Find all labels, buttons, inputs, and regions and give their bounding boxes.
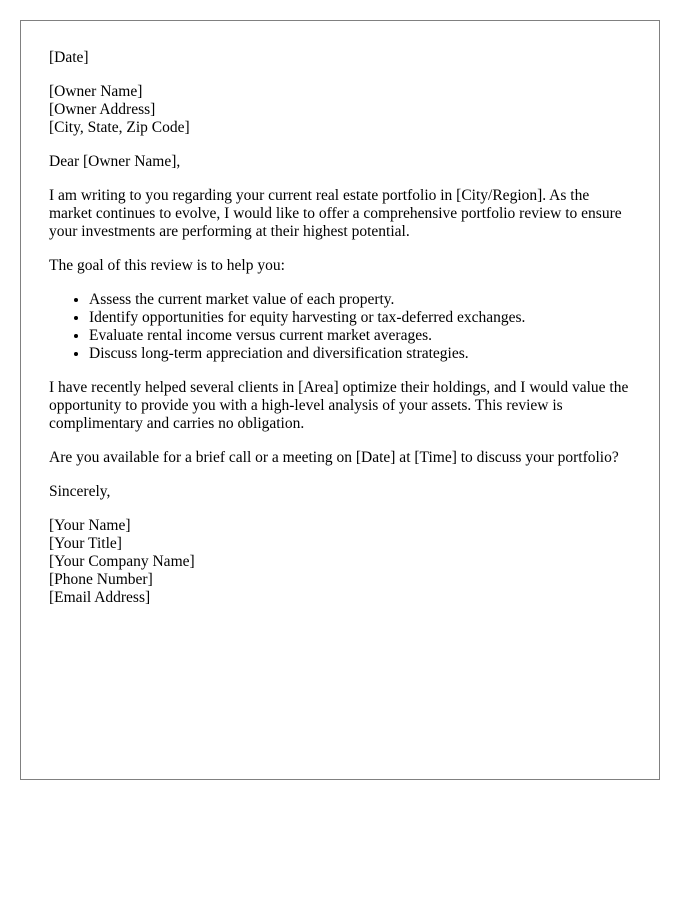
- goals-intro: The goal of this review is to help you:: [49, 257, 285, 274]
- list-item: • Assess the current market value of each property.: [89, 291, 631, 309]
- goals-list: [49, 291, 631, 363]
- recipient-block: [49, 83, 631, 137]
- recipient-address: [Owner Address]: [49, 101, 156, 118]
- sender-name: [Your Name]: [49, 517, 131, 534]
- signature-block: [49, 517, 631, 607]
- credentials-paragraph: I have recently helped several clients in [Area] optimize their holdings, and I would value the opportunity to provide you with a high-level analysis of your assets. This review is complimentary and carries no obligation.: [49, 379, 629, 432]
- recipient-city-state-zip: [City, State, Zip Code]: [49, 119, 190, 136]
- list-item: • Evaluate rental income versus current market averages.: [89, 327, 631, 345]
- sender-email: [Email Address]: [49, 589, 151, 606]
- letter-page: [20, 20, 660, 780]
- signoff: Sincerely,: [49, 483, 111, 500]
- list-item: • Identify opportunities for equity harvesting or tax-deferred exchanges.: [89, 309, 631, 327]
- call-to-action-paragraph: Are you available for a brief call or a meeting on [Date] at [Time] to discuss your portfolio?: [49, 449, 619, 466]
- intro-paragraph: I am writing to you regarding your current real estate portfolio in [City/Region]. As the market continues to evolve, I would like to offer a comprehensive portfolio review to ensure your investments are performing at their highest potential.: [49, 187, 622, 240]
- sender-title: [Your Title]: [49, 535, 122, 552]
- salutation: Dear [Owner Name],: [49, 153, 181, 170]
- letter-date: [Date]: [49, 49, 89, 66]
- list-item: • Discuss long-term appreciation and diversification strategies.: [89, 345, 631, 363]
- sender-company: [Your Company Name]: [49, 553, 195, 570]
- sender-phone: [Phone Number]: [49, 571, 153, 588]
- recipient-name: [Owner Name]: [49, 83, 143, 100]
